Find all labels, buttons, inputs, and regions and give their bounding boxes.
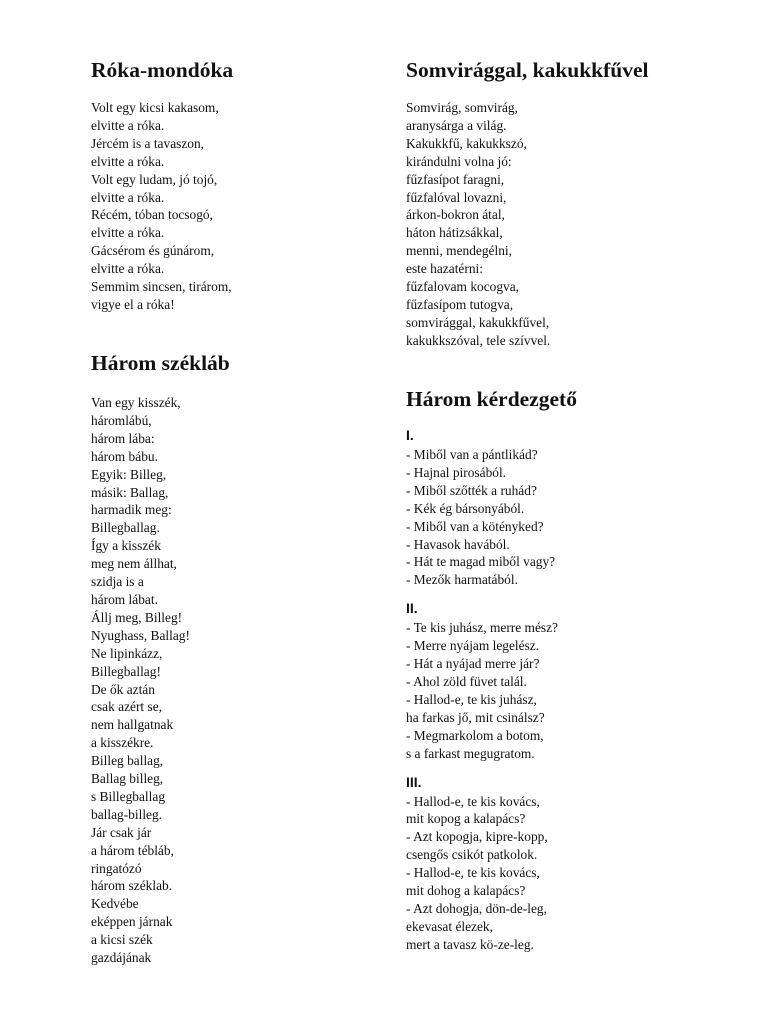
poem-line: De ők aztán [91,681,155,697]
poem-line: - Megmarkolom a botom, [406,727,544,743]
poem-harom-szeklab [91,350,381,967]
poem-line: - Azt dohogja, dön-de-leg, [406,900,547,916]
poem-line: nem hallgatnak [91,717,174,733]
poem-line: kakukkszóval, tele szívvel. [406,332,551,348]
poem-line: Somvirág, somvirág, [406,100,518,115]
poem-line: mit dohog a kalapács? [406,883,526,899]
poem-line: Így a kisszék [91,538,161,554]
poem-line: Kakukkfű, kakukkszó, [406,135,527,151]
poem-line: ballag-billeg. [91,806,163,822]
poem-line: - Merre nyájam legelész. [406,638,540,654]
section-heading: III. [406,773,422,790]
poem-line: Volt egy ludam, jó tojó, [91,171,218,187]
poem-line: - Miből van a pántlikád? [406,447,538,462]
poem-line: - Kék ég bársonyából. [406,500,525,516]
poem-line: Van egy kisszék, [91,395,181,410]
poem-line: vigye el a róka! [91,296,175,312]
poem-line: s a farkast megugratom. [406,745,535,761]
poem-line: meg nem állhat, [91,556,177,572]
poem-line: eképpen járnak [91,914,173,930]
poem-section [406,599,746,762]
poem-line: Jércém is a tavaszon, [91,135,205,151]
poem-line: menni, mendegélni, [406,243,512,259]
poem-line: fűzfasípot faragni, [406,171,505,187]
poem-line: harmadik meg: [91,502,172,518]
poem-line: - Hát te magad miből vagy? [406,554,556,570]
poem-line: háromlábú, [91,412,152,428]
poem-line: - Hallod-e, te kis juhász, [406,691,537,707]
poem-line: három bábu. [91,448,158,464]
poem-line: Nyughass, Ballag! [91,627,190,643]
poem-line: ekevasat élezek, [406,918,493,934]
poem-line: fűzfalovam kocogva, [406,279,520,295]
poem-line: elvitte a róka. [91,153,165,169]
section-heading: II. [406,600,418,617]
poem-line: csengős csikót patkolok. [406,847,538,863]
section-lines [406,619,746,762]
poem-line: - Ahol zöld füvet talál. [406,673,527,689]
poem-section [406,426,746,589]
poem-line: elvitte a róka. [91,225,165,241]
poem-line: - Miből van a kötényked? [406,518,544,534]
poem-line: - Hát a nyájad merre jár? [406,656,540,672]
poem-line: Jár csak jár [91,824,152,840]
poem-somviraggal-kakukkfuvel [406,57,746,350]
poem-line: Ballag billeg, [91,771,164,787]
poem-line: a kicsi szék [91,932,153,948]
poem-line: - Hallod-e, te kis kovács, [406,793,540,809]
poem-line: - Mezők harmatából. [406,572,518,588]
poem-line: - Azt kopogja, kipre-kopp, [406,829,548,845]
poem-line: Gácsérom és gúnárom, [91,243,215,259]
poem-line: háton hátizsákkal, [406,225,503,241]
poem-lines [91,99,381,314]
poem-line: mert a tavasz kö-ze-leg. [406,936,534,952]
poem-harom-kerdezgeto [406,386,746,954]
poem-line: Billegballag. [91,520,160,536]
poem-line: árkon-bokron átal, [406,207,505,223]
poem-line: Récém, tóban tocsogó, [91,207,213,223]
poem-line: kirándulni volna jó: [406,153,512,169]
poem-line: elvitte a róka. [91,117,165,133]
poem-line: Ne lipinkázz, [91,645,163,661]
poem-section [406,773,746,954]
poem-line: másik: Ballag, [91,484,169,500]
poem-line: a három tébláb, [91,842,174,858]
poem-line: szidja is a [91,574,144,590]
poem-line: gazdájának [91,950,152,966]
poem-line: somvirággal, kakukkfűvel, [406,314,550,330]
poem-line: Egyik: Billeg, [91,466,167,482]
poem-title: Somvirággal, kakukkfűvel [406,58,649,82]
poem-line: Kedvébe [91,896,139,912]
section-lines [406,446,746,589]
poem-line: Állj meg, Billeg! [91,609,183,625]
poem-line: Billeg ballag, [91,753,164,769]
poem-line: - Havasok havából. [406,536,510,552]
poem-line: aranysárga a világ. [406,117,507,133]
poem-line: három széklab. [91,878,173,894]
poem-lines [91,394,381,967]
poem-line: - Te kis juhász, merre mész? [406,620,559,636]
poem-line: három lába: [91,430,155,446]
poem-line: Billegballag! [91,663,161,679]
poem-line: ringatózó [91,860,142,876]
section-heading: I. [406,427,414,443]
poem-roka-mondoka [91,57,381,314]
poem-line: Semmim sincsen, tirárom, [91,279,232,295]
poem-line: - Hallod-e, te kis kovács, [406,865,540,881]
poem-lines [406,99,746,350]
poem-line: elvitte a róka. [91,189,165,205]
poem-line: este hazatérni: [406,261,483,277]
poem-line: - Hajnal pirosából. [406,464,507,480]
poem-title: Róka-mondóka [91,58,234,82]
poem-line: csak azért se, [91,699,163,715]
poem-line: fűzfalóval lovazni, [406,189,507,205]
poem-line: mit kopog a kalapács? [406,811,526,827]
poem-line: három lábat. [91,591,158,607]
poem-line: ha farkas jő, mit csinálsz? [406,709,545,725]
section-lines [406,793,746,954]
poem-line: Volt egy kicsi kakasom, [91,100,219,115]
poem-line: a kisszékre. [91,735,154,751]
poem-line: elvitte a róka. [91,261,165,277]
poem-title: Három székláb [91,351,230,375]
poem-line: - Miből szőtték a ruhád? [406,482,537,498]
poem-sections [406,426,746,954]
poem-line: fűzfasípom tutogva, [406,296,514,312]
poem-title: Három kérdezgető [406,387,577,411]
poem-line: s Billegballag [91,788,166,804]
